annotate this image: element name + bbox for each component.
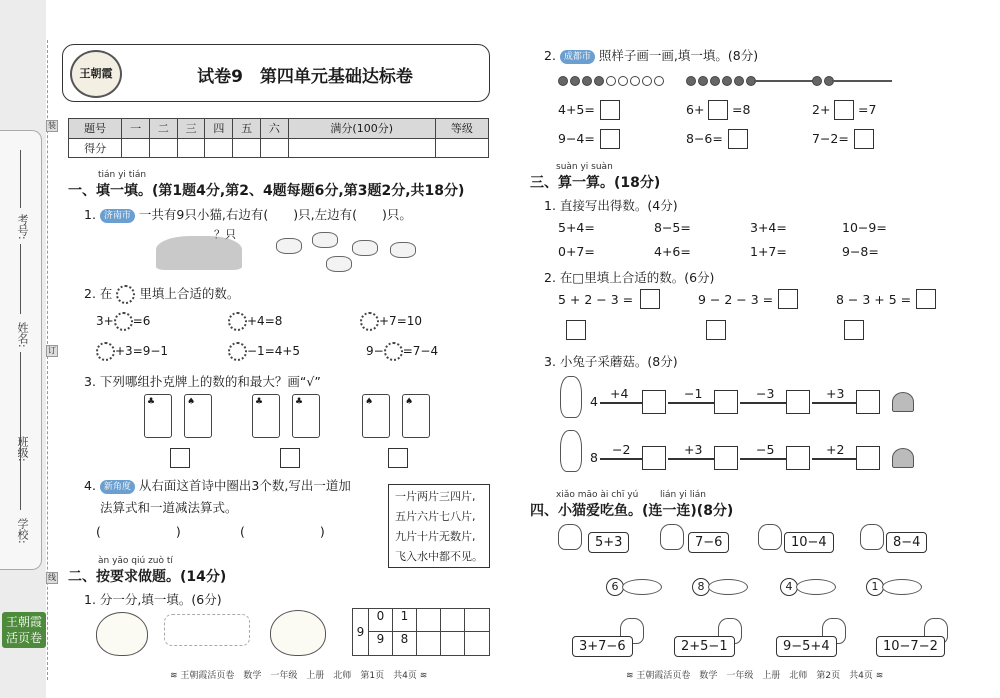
bead-eq-6: 7−2=	[812, 131, 849, 146]
grid-cell[interactable]	[441, 609, 465, 632]
playing-card: ♠	[184, 394, 212, 438]
q1-4-text: 从右面这首诗中圈出3个数,写出一道加	[138, 478, 351, 493]
answer-box[interactable]	[856, 446, 880, 470]
q2-2-text: 照样子画一画,填一填。(8分)	[598, 48, 759, 63]
answer-box[interactable]	[728, 129, 748, 149]
calc-item: 1+7=	[750, 244, 787, 259]
answer-box[interactable]	[786, 446, 810, 470]
calc-item: 4+6=	[654, 244, 691, 259]
q1-4-answer-2[interactable]: ( )	[240, 524, 325, 539]
answer-box[interactable]	[714, 390, 738, 414]
flower-eq-3: +7=10	[360, 312, 422, 331]
chain1-op: −3	[756, 386, 775, 401]
cat-expression[interactable]: 2+5−1	[674, 636, 735, 657]
q2-2	[544, 46, 758, 64]
chain-eq-3: 8 − 3 + 5 =	[836, 292, 912, 307]
number-label: 考号:	[16, 214, 29, 240]
section1-pinyin: tián yi tián	[98, 170, 147, 180]
playing-card: ♣	[292, 394, 320, 438]
chain1-op: +3	[826, 386, 845, 401]
section3-pinyin: suàn yi suàn	[556, 162, 613, 172]
score-header-cell: 一	[122, 119, 150, 139]
cat-expression[interactable]: 10−4	[784, 532, 834, 553]
name-line	[20, 352, 21, 422]
arrow	[812, 402, 856, 404]
poem-line: 飞入水中都不见。	[395, 550, 483, 563]
grid-cell[interactable]	[417, 609, 441, 632]
intermediate-box[interactable]	[844, 320, 864, 340]
score-cell[interactable]	[288, 138, 435, 158]
region-tag: 成都市	[560, 50, 595, 64]
intermediate-box[interactable]	[566, 320, 586, 340]
poem-box	[388, 484, 490, 568]
arrow	[740, 402, 786, 404]
cat-image	[558, 524, 582, 550]
flower-blank[interactable]	[228, 312, 247, 331]
section2-pinyin: àn yāo qiú zuò tí	[98, 556, 173, 566]
bead-eq-5: 2+	[812, 102, 831, 117]
q1-2-text-b: 里填上合适的数。	[139, 286, 240, 301]
score-cell[interactable]	[177, 138, 205, 158]
brand-logo: 王朝霞活页卷	[2, 612, 46, 648]
goldfish-group-image	[164, 614, 250, 646]
q1-1-text: 一共有9只小猫,右边有( )只,左边有( )只。	[138, 207, 412, 222]
fish-image	[708, 579, 748, 595]
playing-card: ♠	[362, 394, 390, 438]
bead-eq-3: 6+	[686, 102, 705, 117]
cat-expression[interactable]: 5+3	[588, 532, 629, 553]
calc-item: 10−9=	[842, 220, 887, 235]
arrow	[600, 402, 642, 404]
class-label: 班级:	[16, 436, 29, 462]
answer-box[interactable]	[708, 100, 728, 120]
bead-eq-2: 9−4=	[558, 131, 595, 146]
bunny-image	[560, 376, 582, 418]
flower-blank[interactable]	[360, 312, 379, 331]
bunny-image	[560, 430, 582, 472]
grid-cell[interactable]	[441, 632, 465, 655]
chain2-op: +2	[826, 442, 845, 457]
cat-image	[660, 524, 684, 550]
chain-eq-2: 9 − 2 − 3 =	[698, 292, 774, 307]
flower-eq-2: +4=8	[228, 312, 282, 331]
answer-box[interactable]	[786, 390, 810, 414]
chain2-op: −2	[612, 442, 631, 457]
grid-cell[interactable]	[465, 609, 489, 632]
kitten-image	[312, 232, 338, 248]
grid-cell: 8	[393, 632, 417, 655]
school-label: 学校:	[16, 518, 29, 544]
answer-box[interactable]	[778, 289, 798, 309]
kitten-image	[276, 238, 302, 254]
grid-cell: 0	[369, 609, 393, 632]
answer-box[interactable]	[856, 390, 880, 414]
answer-box[interactable]	[854, 129, 874, 149]
fish-number[interactable]: 4	[780, 578, 798, 596]
kitten-image	[390, 242, 416, 258]
fishbowl-image	[96, 612, 148, 656]
playing-card: ♣	[144, 394, 172, 438]
poem-line: 一片两片三四片,	[395, 490, 476, 503]
q1-4-number: 4.	[84, 478, 96, 493]
abacus-model	[812, 74, 892, 88]
answer-box[interactable]	[388, 448, 408, 468]
section4-pinyin-2: lián yi lián	[660, 490, 706, 500]
fish-number[interactable]: 1	[866, 578, 884, 596]
cat-expression[interactable]: 8−4	[886, 532, 927, 553]
q3-3-text: 3. 小兔子采蘑菇。(8分)	[544, 354, 678, 369]
q1-2	[84, 284, 239, 304]
number-line	[20, 244, 21, 314]
q2-2-number: 2.	[544, 48, 556, 63]
q1-4-text-2: 法算式和一道减法算式。	[100, 500, 238, 515]
answer-box[interactable]	[916, 289, 936, 309]
region-tag: 济南市	[100, 209, 135, 223]
score-header-cell: 满分(100分)	[288, 119, 435, 139]
student-info-panel	[0, 130, 42, 570]
cat-image	[860, 524, 884, 550]
section2-title: 二、按要求做题。(14分)	[68, 569, 227, 585]
cut-line	[47, 40, 48, 680]
answer-box[interactable]	[642, 446, 666, 470]
flower-blank-icon	[116, 285, 135, 304]
poem-line: 九片十片无数片,	[395, 530, 476, 543]
bead-eq-1: 4+5=	[558, 102, 595, 117]
publisher-logo: 王朝霞	[70, 50, 122, 98]
chain2-op: +3	[684, 442, 703, 457]
bead-eq-3b: =8	[732, 102, 751, 117]
score-header-cell: 六	[260, 119, 288, 139]
answer-box[interactable]	[600, 100, 620, 120]
chain-eq-1: 5 + 2 − 3 =	[558, 292, 634, 307]
footer-left: ≋ 王朝霞活页卷 数学 一年级 上册 北师 第1页 共4页 ≋	[170, 671, 428, 681]
calc-item: 9−8=	[842, 244, 879, 259]
poem-line: 五片六片七八片,	[395, 510, 476, 523]
section4-title: 四、小猫爱吃鱼。(连一连)(8分)	[530, 503, 734, 519]
section4-pinyin-1: xiǎo māo ài chī yú	[556, 490, 639, 500]
playing-card: ♣	[252, 394, 280, 438]
fish-number[interactable]: 6	[606, 578, 624, 596]
cut-mark-2: 订	[48, 346, 56, 355]
chain1-op: −1	[684, 386, 703, 401]
page-title: 试卷9 第四单元基础达标卷	[197, 67, 413, 87]
q1-4-answer-1[interactable]: ( )	[96, 524, 181, 539]
answer-box[interactable]	[600, 129, 620, 149]
score-cell[interactable]	[435, 138, 488, 158]
score-table	[68, 118, 489, 158]
answer-box[interactable]	[834, 100, 854, 120]
answer-box[interactable]	[170, 448, 190, 468]
score-header-cell: 四	[205, 119, 233, 139]
cut-mark-1: 装	[48, 121, 56, 130]
cat-expression[interactable]: 7−6	[688, 532, 729, 553]
section3-title: 三、算一算。(18分)	[530, 175, 661, 191]
q3-1-text: 1. 直接写出得数。(4分)	[544, 198, 678, 213]
kitten-image	[326, 256, 352, 272]
q1-1-number: 1.	[84, 207, 96, 222]
flower-blank[interactable]	[114, 312, 133, 331]
intermediate-box[interactable]	[706, 320, 726, 340]
flower-eq-5: −1=4+5	[228, 342, 300, 361]
section1-title: 一、填一填。(第1题4分,第2、4题每题6分,第3题2分,共18分)	[68, 183, 465, 199]
flower-blank[interactable]	[384, 342, 403, 361]
cat-image	[758, 524, 782, 550]
score-header-cell: 三	[177, 119, 205, 139]
fishbowl-image	[270, 610, 326, 656]
kitten-image	[352, 240, 378, 256]
score-header-cell: 二	[149, 119, 177, 139]
score-header-cell: 题号	[69, 119, 122, 139]
mushroom-image	[892, 392, 914, 412]
chain1-start: 4	[590, 394, 598, 409]
bead-eq-5b: =7	[858, 102, 877, 117]
answer-box[interactable]	[280, 448, 300, 468]
chain2-op: −5	[756, 442, 775, 457]
name-label: 姓名:	[16, 322, 29, 348]
grid-cell: 1	[393, 609, 417, 632]
number-line-top	[20, 150, 21, 208]
q2-1-text: 1. 分一分,填一填。(6分)	[84, 592, 222, 607]
score-label-cell: 得分	[69, 138, 122, 158]
score-header-cell: 五	[233, 119, 261, 139]
q1-4	[84, 476, 351, 494]
bead-eq-4: 8−6=	[686, 131, 723, 146]
score-cell[interactable]	[149, 138, 177, 158]
new-angle-tag: 新角度	[100, 480, 135, 494]
grid-total: 9	[353, 609, 369, 655]
abacus-model	[686, 74, 814, 88]
grid-cell[interactable]	[465, 632, 489, 655]
chain2-start: 8	[590, 450, 598, 465]
abacus-example	[558, 74, 666, 88]
q1-1	[84, 205, 412, 223]
score-cell[interactable]	[233, 138, 261, 158]
cat-expression[interactable]: 9−5+4	[776, 636, 837, 657]
chain1-op: +4	[610, 386, 629, 401]
grid-cell[interactable]	[417, 632, 441, 655]
q3-2-text: 2. 在□里填上合适的数。(6分)	[544, 270, 715, 285]
answer-box[interactable]	[642, 390, 666, 414]
question-mark-label: ？只	[214, 228, 236, 241]
score-cell[interactable]	[122, 138, 150, 158]
footer-right: ≋ 王朝霞活页卷 数学 一年级 上册 北师 第2页 共4页 ≋	[626, 671, 884, 681]
fish-image	[882, 579, 922, 595]
answer-box[interactable]	[640, 289, 660, 309]
split-grid	[352, 608, 490, 656]
grid-cell: 9	[369, 632, 393, 655]
flower-eq-4: +3=9−1	[96, 342, 168, 361]
flower-blank[interactable]	[228, 342, 247, 361]
q1-2-text-a: 2. 在	[84, 286, 113, 301]
fish-image	[796, 579, 836, 595]
playing-card: ♠	[402, 394, 430, 438]
fish-number[interactable]: 8	[692, 578, 710, 596]
flower-blank[interactable]	[96, 342, 115, 361]
flower-eq-1: 3+ =6	[96, 312, 150, 331]
calc-item: 3+4=	[750, 220, 787, 235]
calc-item: 5+4=	[558, 220, 595, 235]
arrow	[600, 458, 642, 460]
cut-mark-3: 线	[48, 573, 56, 582]
calc-item: 8−5=	[654, 220, 691, 235]
mushroom-image	[892, 448, 914, 468]
fish-image	[622, 579, 662, 595]
score-cell[interactable]	[260, 138, 288, 158]
arrow	[812, 458, 856, 460]
score-header-cell: 等级	[435, 119, 488, 139]
arrow	[668, 458, 714, 460]
cat-expression[interactable]: 3+7−6	[572, 636, 633, 657]
flower-eq-6: 9− =7−4	[366, 342, 438, 361]
calc-item: 0+7=	[558, 244, 595, 259]
q1-3-text: 3. 下列哪组扑克牌上的数的和最大？画“√”	[84, 374, 321, 389]
arrow	[668, 402, 714, 404]
answer-box[interactable]	[714, 446, 738, 470]
arrow	[740, 458, 786, 460]
cat-expression[interactable]: 10−7−2	[876, 636, 945, 657]
score-cell[interactable]	[205, 138, 233, 158]
